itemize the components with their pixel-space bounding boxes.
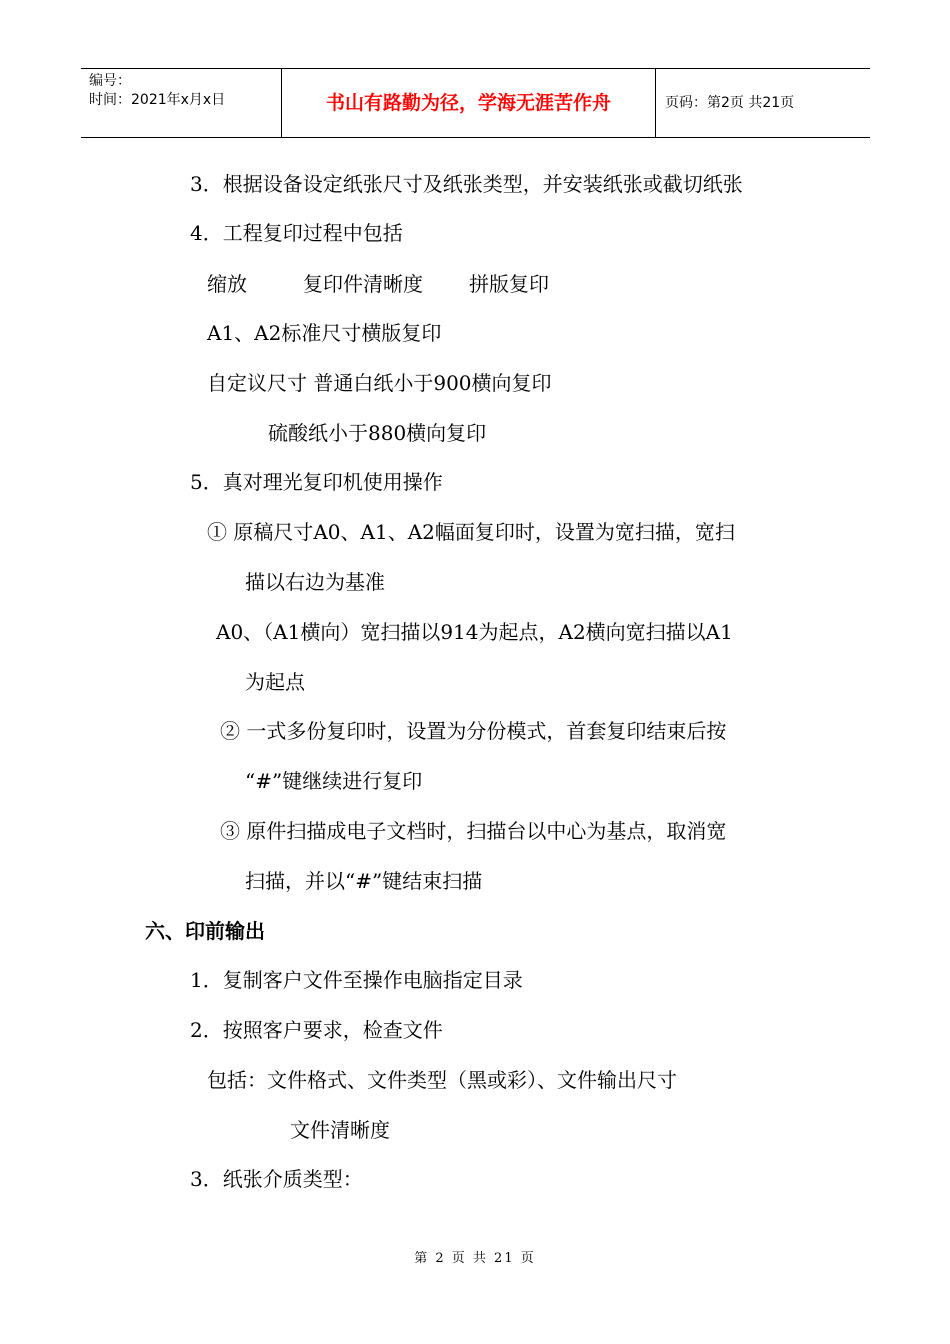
number-label: 编号： xyxy=(89,73,131,89)
item-5-sub3-b: 扫描，并以“#”键结束扫描 xyxy=(245,869,483,893)
s6-item-2: 2．按照客户要求，检查文件 xyxy=(190,1018,443,1042)
s6-item-2-line-3: 文件清晰度 xyxy=(290,1118,390,1142)
item-5-sub2-b: “#”键继续进行复印 xyxy=(245,769,423,793)
item-5-sub3-a: ③ 原件扫描成电子文档时，扫描台以中心为基点，取消宽 xyxy=(220,819,727,843)
item-5-sub1-c: A0、（A1横向）宽扫描以914为起点，A2横向宽扫描以A1 xyxy=(216,620,733,644)
item-5-sub1-a: ① 原稿尺寸A0、A1、A2幅面复印时，设置为宽扫描，宽扫 xyxy=(207,520,735,544)
s6-item-1: 1．复制客户文件至操作电脑指定目录 xyxy=(190,968,523,992)
item-4: 4．工程复印过程中包括 xyxy=(190,221,403,245)
item-4-line-4: 硫酸纸小于880横向复印 xyxy=(268,421,487,445)
time-label: 时间：2021年x月x日 xyxy=(89,92,226,108)
item-4-line-3: 自定议尺寸 普通白纸小于900横向复印 xyxy=(207,371,552,395)
s6-item-3: 3．纸张介质类型： xyxy=(190,1167,363,1191)
section-6-title: 六、印前输出 xyxy=(145,919,265,943)
item-5-sub1-d: 为起点 xyxy=(245,670,305,694)
item-4-options xyxy=(207,271,549,297)
item-3: 3．根据设备设定纸张尺寸及纸张类型，并安装纸张或截切纸张 xyxy=(190,172,743,196)
header-motto: 书山有路勤为径，学海无涯苦作舟 xyxy=(325,92,611,114)
option-imposition: 拼版复印 xyxy=(469,272,549,296)
item-5: 5．真对理光复印机使用操作 xyxy=(190,470,443,494)
option-zoom: 缩放 xyxy=(207,272,247,296)
s6-item-2-line-2: 包括：文件格式、文件类型（黑或彩）、文件输出尺寸 xyxy=(207,1068,677,1092)
page-header xyxy=(81,68,870,138)
header-divider-2 xyxy=(655,69,656,137)
page-footer: 第 2 页 共 21 页 xyxy=(414,1251,536,1266)
header-meta xyxy=(89,72,225,110)
option-clarity: 复印件清晰度 xyxy=(303,272,423,296)
header-page-info: 页码：第2页 共21页 xyxy=(665,95,795,111)
item-5-sub1-b: 描以右边为基准 xyxy=(245,570,385,594)
item-5-sub2-a: ② 一式多份复印时，设置为分份模式，首套复印结束后按 xyxy=(220,719,727,743)
item-4-line-2: A1、A2标准尺寸横版复印 xyxy=(207,321,442,345)
